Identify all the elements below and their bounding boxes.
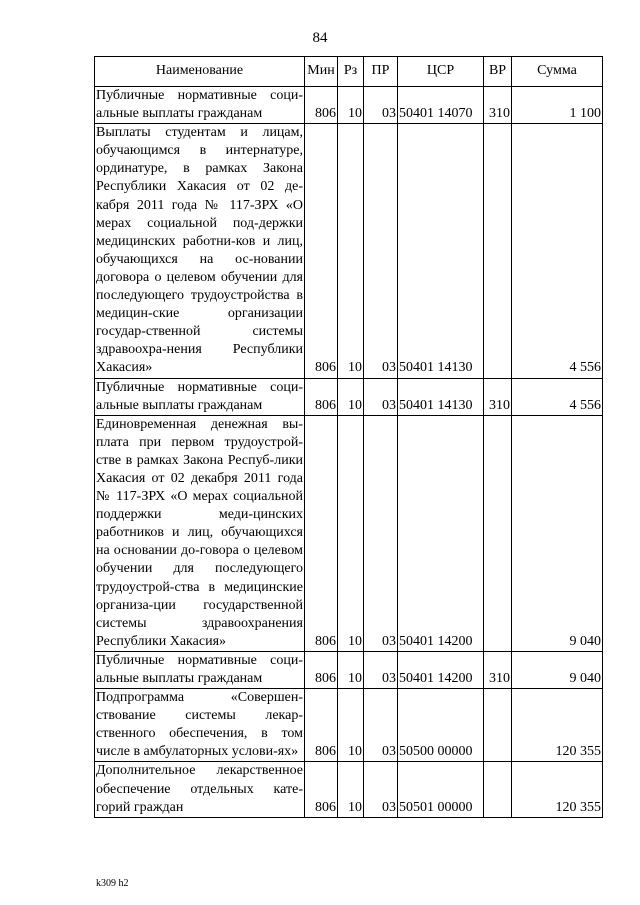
row-min: 806 (305, 762, 338, 817)
header-sum: Сумма (512, 57, 603, 87)
row-csr: 50500 00000 (398, 689, 484, 762)
row-name: Публичные нормативные соци-альные выплаты гражданам (95, 378, 305, 415)
row-rz: 10 (338, 124, 364, 378)
row-pr: 03 (364, 87, 398, 124)
row-min: 806 (305, 124, 338, 378)
row-rz: 10 (338, 651, 364, 688)
row-rz: 10 (338, 689, 364, 762)
table-row (95, 651, 603, 688)
row-sum: 120 355 (512, 762, 603, 817)
row-sum: 4 556 (512, 124, 603, 378)
row-min: 806 (305, 689, 338, 762)
row-vr (484, 124, 512, 378)
row-sum: 9 040 (512, 651, 603, 688)
header-rz: Рз (338, 57, 364, 87)
row-csr: 50401 14130 (398, 124, 484, 378)
table-header-row (95, 57, 603, 87)
row-sum: 1 100 (512, 87, 603, 124)
header-min: Мин (305, 57, 338, 87)
row-vr (484, 689, 512, 762)
row-pr: 03 (364, 124, 398, 378)
header-vr: ВР (484, 57, 512, 87)
row-min: 806 (305, 415, 338, 651)
table-row (95, 378, 603, 415)
row-pr: 03 (364, 651, 398, 688)
row-name: Единовременная денежная вы-плата при первом трудоустрой-стве в рамках Закона Респуб-лики Хакасия от 02 декабря 2011 года № 117-ЗРХ «О мерах социальной поддержки меди-цинских работников и лиц, обучающихся на основании до-говора о целевом обучении для последующего трудоустрой-ства в медицинские организа-ции государственной системы здравоохранения Республики Хакасия» (95, 415, 305, 651)
row-csr: 50401 14130 (398, 378, 484, 415)
row-pr: 03 (364, 689, 398, 762)
row-vr: 310 (484, 378, 512, 415)
row-vr (484, 415, 512, 651)
row-rz: 10 (338, 378, 364, 415)
row-pr: 03 (364, 415, 398, 651)
footer-code: k309 h2 (96, 878, 129, 889)
row-csr: 50401 14070 (398, 87, 484, 124)
row-min: 806 (305, 87, 338, 124)
table-row (95, 762, 603, 817)
row-name: Выплаты студентам и лицам, обучающимся в интернатуре, ординатуре, в рамках Закона Республики Хакасия от 02 де-кабря 2011 года № 117-ЗРХ «О мерах социальной под-держки медицинских работни-ков и лиц, обучающихся на ос-новании договора о целевом обучении для последующего трудоустройства в медицин-ские организации государ-ственной системы здравоохра-нения Республики Хакасия» (95, 124, 305, 378)
row-sum: 4 556 (512, 378, 603, 415)
row-pr: 03 (364, 378, 398, 415)
row-rz: 10 (338, 415, 364, 651)
row-csr: 50501 00000 (398, 762, 484, 817)
row-name: Дополнительное лекарственное обеспечение отдельных кате-горий граждан (95, 762, 305, 817)
table-row (95, 689, 603, 762)
budget-table (94, 56, 603, 818)
row-vr: 310 (484, 651, 512, 688)
row-name: Публичные нормативные соци-альные выплаты гражданам (95, 651, 305, 688)
table-row (95, 124, 603, 378)
table-row (95, 415, 603, 651)
row-rz: 10 (338, 762, 364, 817)
row-csr: 50401 14200 (398, 415, 484, 651)
row-min: 806 (305, 651, 338, 688)
row-vr (484, 762, 512, 817)
row-rz: 10 (338, 87, 364, 124)
row-sum: 120 355 (512, 689, 603, 762)
row-sum: 9 040 (512, 415, 603, 651)
row-name: Публичные нормативные соци-альные выплаты гражданам (95, 87, 305, 124)
page-number: 84 (312, 30, 328, 46)
header-name: Наименование (95, 57, 305, 87)
header-pr: ПР (364, 57, 398, 87)
row-csr: 50401 14200 (398, 651, 484, 688)
header-csr: ЦСР (398, 57, 484, 87)
row-pr: 03 (364, 762, 398, 817)
row-min: 806 (305, 378, 338, 415)
table-row (95, 87, 603, 124)
row-name: Подпрограмма «Совершен-ствование системы лекар-ственного обеспечения, в том числе в амбулаторных услови-ях» (95, 689, 305, 762)
row-vr: 310 (484, 87, 512, 124)
